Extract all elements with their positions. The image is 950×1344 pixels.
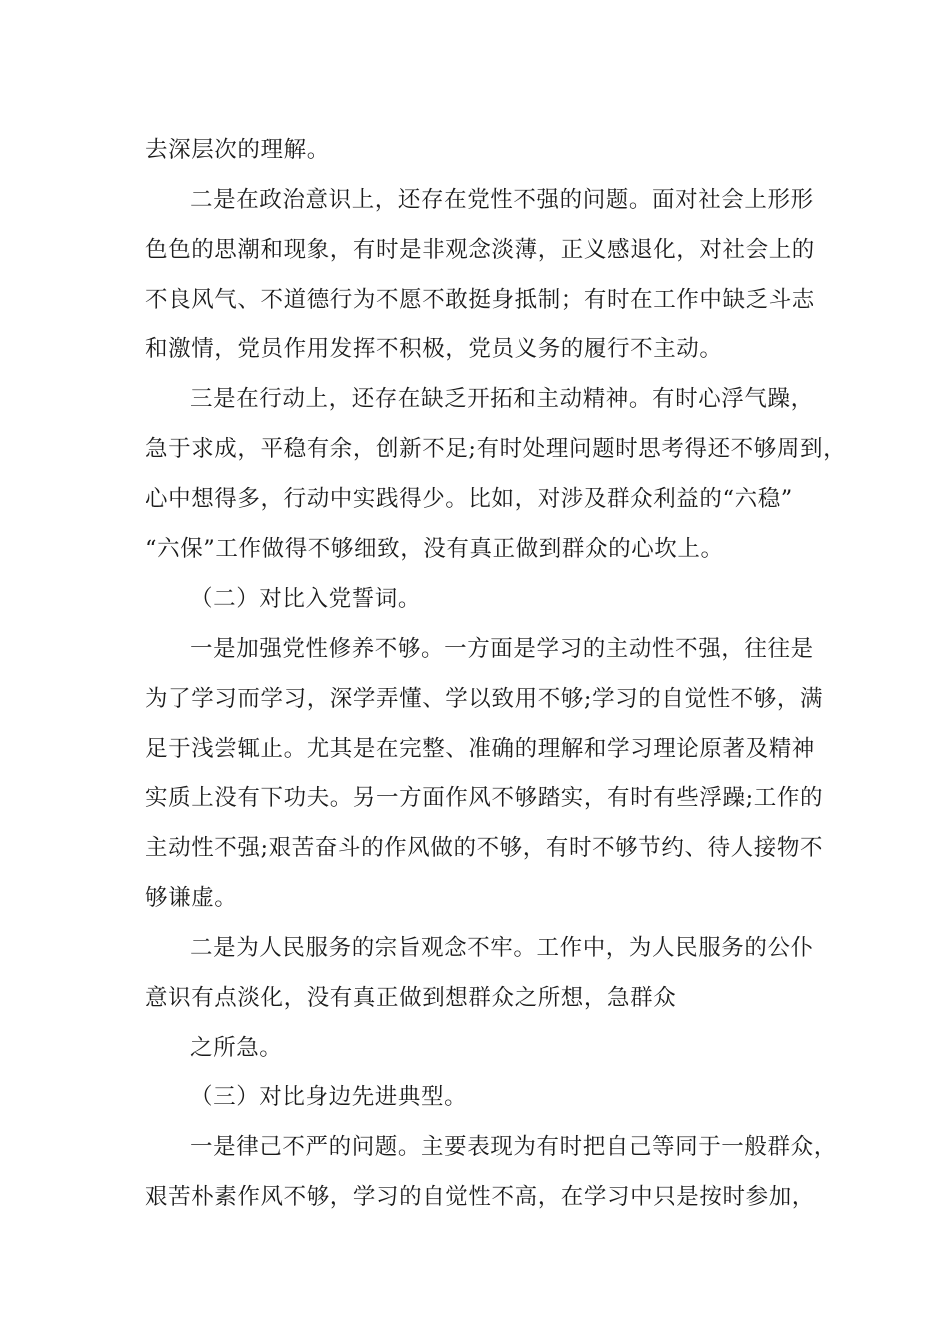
paragraph-line: 二是在政治意识上，还存在党性不强的问题。面对社会上形形: [190, 187, 814, 213]
paragraph-line: 心中想得多，行动中实践得少。比如，对涉及群众利益的“六稳”: [145, 486, 793, 512]
paragraph-line: “六保”工作做得不够细致，没有真正做到群众的心坎上。: [145, 536, 724, 562]
paragraph-line: 去深层次的理解。: [145, 137, 330, 163]
paragraph-line: 为了学习而学习，深学弄懂、学以致用不够;学习的自觉性不够，满: [145, 686, 824, 712]
paragraph-line: 够谦虚。: [145, 885, 238, 911]
paragraph-line: 一是加强党性修养不够。一方面是学习的主动性不强，往往是: [190, 636, 814, 662]
paragraph-line: 足于浅尝辄止。尤其是在完整、准确的理解和学习理论原著及精神: [145, 736, 815, 762]
paragraph-line: 实质上没有下功夫。另一方面作风不够踏实，有时有些浮躁;工作的: [145, 785, 824, 811]
paragraph-line: 色色的思潮和现象，有时是非观念淡薄，正义感退化，对社会上的: [145, 237, 815, 263]
section-heading: （三）对比身边先进典型。: [190, 1084, 468, 1110]
paragraph-line: 意识有点淡化，没有真正做到想群众之所想，急群众: [145, 985, 677, 1011]
paragraph-line: 艰苦朴素作风不够，学习的自觉性不高，在学习中只是按时参加，: [145, 1184, 815, 1210]
paragraph-line: 之所急。: [190, 1035, 283, 1061]
paragraph-line: 三是在行动上，还存在缺乏开拓和主动精神。有时心浮气躁，: [190, 386, 814, 412]
paragraph-line: 急于求成，平稳有余，创新不足;有时处理问题时思考得还不够周到，: [145, 436, 847, 462]
paragraph-line: 不良风气、不道德行为不愿不敢挺身抵制；有时在工作中缺乏斗志: [145, 287, 815, 313]
paragraph-line: 二是为人民服务的宗旨观念不牢。工作中，为人民服务的公仆: [190, 935, 814, 961]
paragraph-line: 和激情，党员作用发挥不积极，党员义务的履行不主动。: [145, 336, 723, 362]
paragraph-line: 主动性不强;艰苦奋斗的作风做的不够，有时不够节约、待人接物不: [145, 835, 824, 861]
section-heading: （二）对比入党誓词。: [190, 586, 422, 612]
paragraph-line: 一是律己不严的问题。主要表现为有时把自己等同于一般群众，: [190, 1134, 837, 1160]
